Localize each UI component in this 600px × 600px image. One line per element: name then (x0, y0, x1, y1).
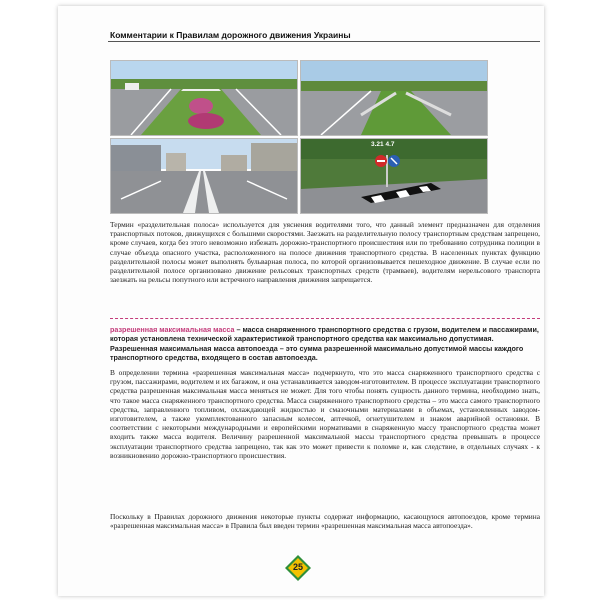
page (58, 6, 544, 596)
definition-block (110, 318, 540, 363)
page-header-title: Комментарии к Правилам дорожного движения Украины (110, 30, 351, 40)
paragraph-dividing-strip: Термин «разделительная полоса» используется для уяснения водителями того, что данный элемент предназначен для отделения транспортных потоков, движущихся с большими скоростями. Заезжать на разделительную полосу транспортным средствам запрещено, кроме случаев, когда без этого невозможно избежать дорожно-транспортного происшествия или по требованию сотрудника полиции в случае объезда опасного участка, расположенного на полосе движения транспортного средства. В населенных пунктах функцию разделительной полосы может выполнять бульварная полоса, по которой организовывается пешеходное движение. В случае если по разделительной полосе организовано движение рельсовых транспортных средств (трамваев), водителям нерельсового транспорта заезжать на рельсы попутного или встречного направления движения запрещается. (110, 220, 540, 285)
paragraph-road-train: Поскольку в Правилах дорожного движения некоторые пункты содержат информацию, касающуюся автопоездов, кроме термина «разрешенная максимальная масса» в Правила был введен термин «разрешенная максимальная масса автопоезда». (110, 512, 540, 531)
paragraph-max-mass-explanation: В определении термина «разрешенная максимальная масса» подчеркнуто, что это масса снаряженного транспортного средства с грузом, пассажирами, водителем и их багажом, и она устанавливается заводом-изготовителем. В процессе эксплуатации транспортного средства разрешенная максимальная масса меняться не может. Для того чтобы понять сущность данного термина, необходимо знать, что такое масса снаряженного транспортного средства. Масса снаряженного транспортного средства – это масса самого транспортного средства, заправленного топливом, охлаждающей жидкостью и смазочными материалами в объемах, установленных заводом-изготовителем, а также укомплектованного запасным колесом, аптечкой, огнетушителем и знаком аварийной остановки. В соответствии с некоторыми международными и европейскими нормативами в снаряженную массу транспортного средства может входить также масса водителя. Величину разрешенной максимальной массы транспортного средства превышать в процессе эксплуатации транспортного средства запрещено, так как это может привести к поломке и, как следствие, в отдельных случаях - к возникновению дорожно-транспортного происшествия. (110, 368, 540, 460)
photo-median-guardrail (300, 60, 488, 136)
photo-median-flowers (110, 60, 298, 136)
photo-curb-signs (300, 138, 488, 214)
page-number-badge (284, 554, 312, 582)
photo-city-double-line (110, 138, 298, 214)
definition-text: – масса снаряженного транспортного средства с грузом, водителем и пассажирами, которая установлена технической характеристикой транспортного средства как максимально допустимая. Разрешенная максимальная масса автопоезда – это сумма разрешенной максимально допустимой массы каждого транспортного средства, входящего в состав автопоезда. (110, 325, 539, 363)
definition-term: разрешенная максимальная масса (110, 325, 235, 334)
page-number: 25 (292, 562, 303, 572)
header-divider (108, 41, 540, 42)
sign-number-labels: 3.21 4.7 (371, 141, 395, 148)
